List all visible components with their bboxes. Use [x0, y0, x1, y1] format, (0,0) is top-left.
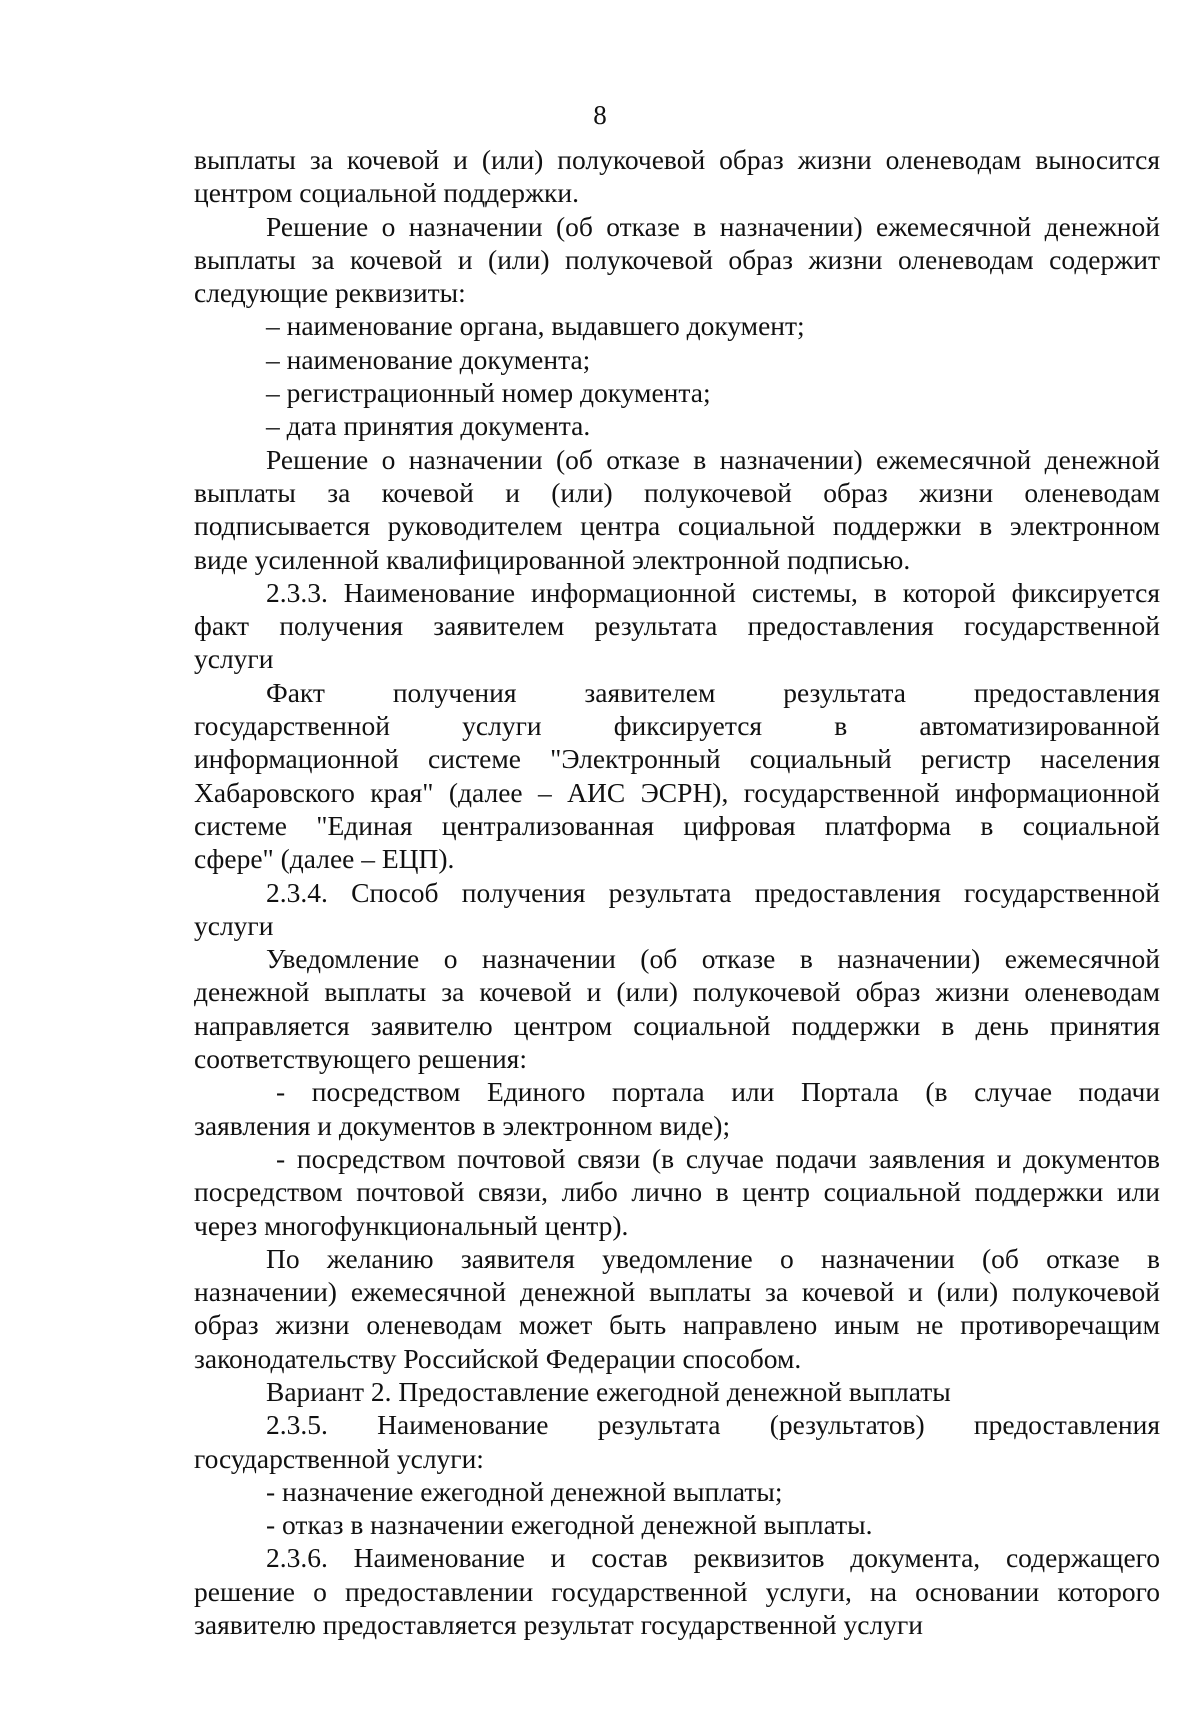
- list-item: - посредством почтовой связи (в случае подачи заявления и документов: [276, 1142, 1160, 1174]
- text-line: следующие реквизиты:: [194, 277, 466, 309]
- list-item: - назначение ежегодной денежной выплаты;: [266, 1475, 783, 1507]
- text-line: через многофункциональный центр).: [194, 1209, 629, 1241]
- text-line: государственной услуги:: [194, 1442, 484, 1474]
- page-number: 8: [593, 100, 607, 130]
- text-line: образ жизни оленеводам может быть направлено иным не противоречащим: [194, 1309, 1160, 1341]
- text-line: посредством почтовой связи, либо лично в центр социальной поддержки или: [194, 1176, 1160, 1208]
- text-line: заявления и документов в электронном виде);: [194, 1109, 731, 1141]
- list-item: – регистрационный номер документа;: [266, 377, 711, 409]
- list-item: - отказ в назначении ежегодной денежной выплаты.: [266, 1509, 873, 1541]
- text-line: заявителю предоставляется результат государственной услуги: [194, 1609, 923, 1641]
- list-item: – наименование органа, выдавшего документ;: [266, 310, 805, 342]
- section-heading-2-3-3: 2.3.3. Наименование информационной системы, в которой фиксируется: [266, 576, 1160, 608]
- text-line: Факт получения заявителем результата предоставления: [266, 676, 1160, 708]
- text-line: Уведомление о назначении (об отказе в назначении) ежемесячной: [266, 943, 1160, 975]
- list-item: – дата принятия документа.: [266, 410, 591, 442]
- text-line: центром социальной поддержки.: [194, 177, 579, 209]
- section-heading-2-3-4: 2.3.4. Способ получения результата предоставления государственной: [266, 876, 1160, 908]
- document-body: [194, 143, 1160, 1641]
- text-line: законодательству Российской Федерации способом.: [194, 1342, 802, 1374]
- section-heading-2-3-6: 2.3.6. Наименование и состав реквизитов документа, содержащего: [266, 1542, 1160, 1574]
- text-line: виде усиленной квалифицированной электронной подписью.: [194, 543, 911, 575]
- section-heading-2-3-5: 2.3.5. Наименование результата (результатов) предоставления: [266, 1409, 1160, 1441]
- text-line: Решение о назначении (об отказе в назначении) ежемесячной денежной: [266, 210, 1160, 242]
- text-line: назначении) ежемесячной денежной выплаты за кочевой и (или) полукочевой: [194, 1276, 1160, 1308]
- text-line: Хабаровского края" (далее – АИС ЭСРН), государственной информационной: [194, 776, 1160, 808]
- text-line: услуги: [194, 909, 274, 941]
- text-line: информационной системе "Электронный социальный регистр населения: [194, 743, 1160, 775]
- text-line: государственной услуги фиксируется в автоматизированной: [194, 710, 1160, 742]
- text-line: факт получения заявителем результата предоставления государственной: [194, 610, 1160, 642]
- text-line: услуги: [194, 643, 274, 675]
- text-line: Решение о назначении (об отказе в назначении) ежемесячной денежной: [266, 443, 1160, 475]
- text-line: сфере" (далее – ЕЦП).: [194, 843, 455, 875]
- text-line: направляется заявителю центром социальной поддержки в день принятия: [194, 1009, 1160, 1041]
- text-line: решение о предоставлении государственной услуги, на основании которого: [194, 1575, 1160, 1607]
- list-item: - посредством Единого портала или Портала (в случае подачи: [276, 1076, 1160, 1108]
- text-line: выплаты за кочевой и (или) полукочевой образ жизни оленеводам выносится: [194, 144, 1160, 175]
- text-line: выплаты за кочевой и (или) полукочевой образ жизни оленеводам: [194, 476, 1160, 508]
- text-line: выплаты за кочевой и (или) полукочевой образ жизни оленеводам содержит: [194, 243, 1160, 275]
- list-item: – наименование документа;: [266, 343, 591, 375]
- variant-heading: Вариант 2. Предоставление ежегодной денежной выплаты: [266, 1375, 951, 1407]
- text-line: соответствующего решения:: [194, 1043, 527, 1075]
- text-line: подписывается руководителем центра социальной поддержки в электронном: [194, 510, 1160, 542]
- text-line: системе "Единая централизованная цифровая платформа в социальной: [194, 809, 1160, 841]
- text-line: По желанию заявителя уведомление о назначении (об отказе в: [266, 1242, 1160, 1274]
- text-line: денежной выплаты за кочевой и (или) полукочевой образ жизни оленеводам: [194, 976, 1160, 1008]
